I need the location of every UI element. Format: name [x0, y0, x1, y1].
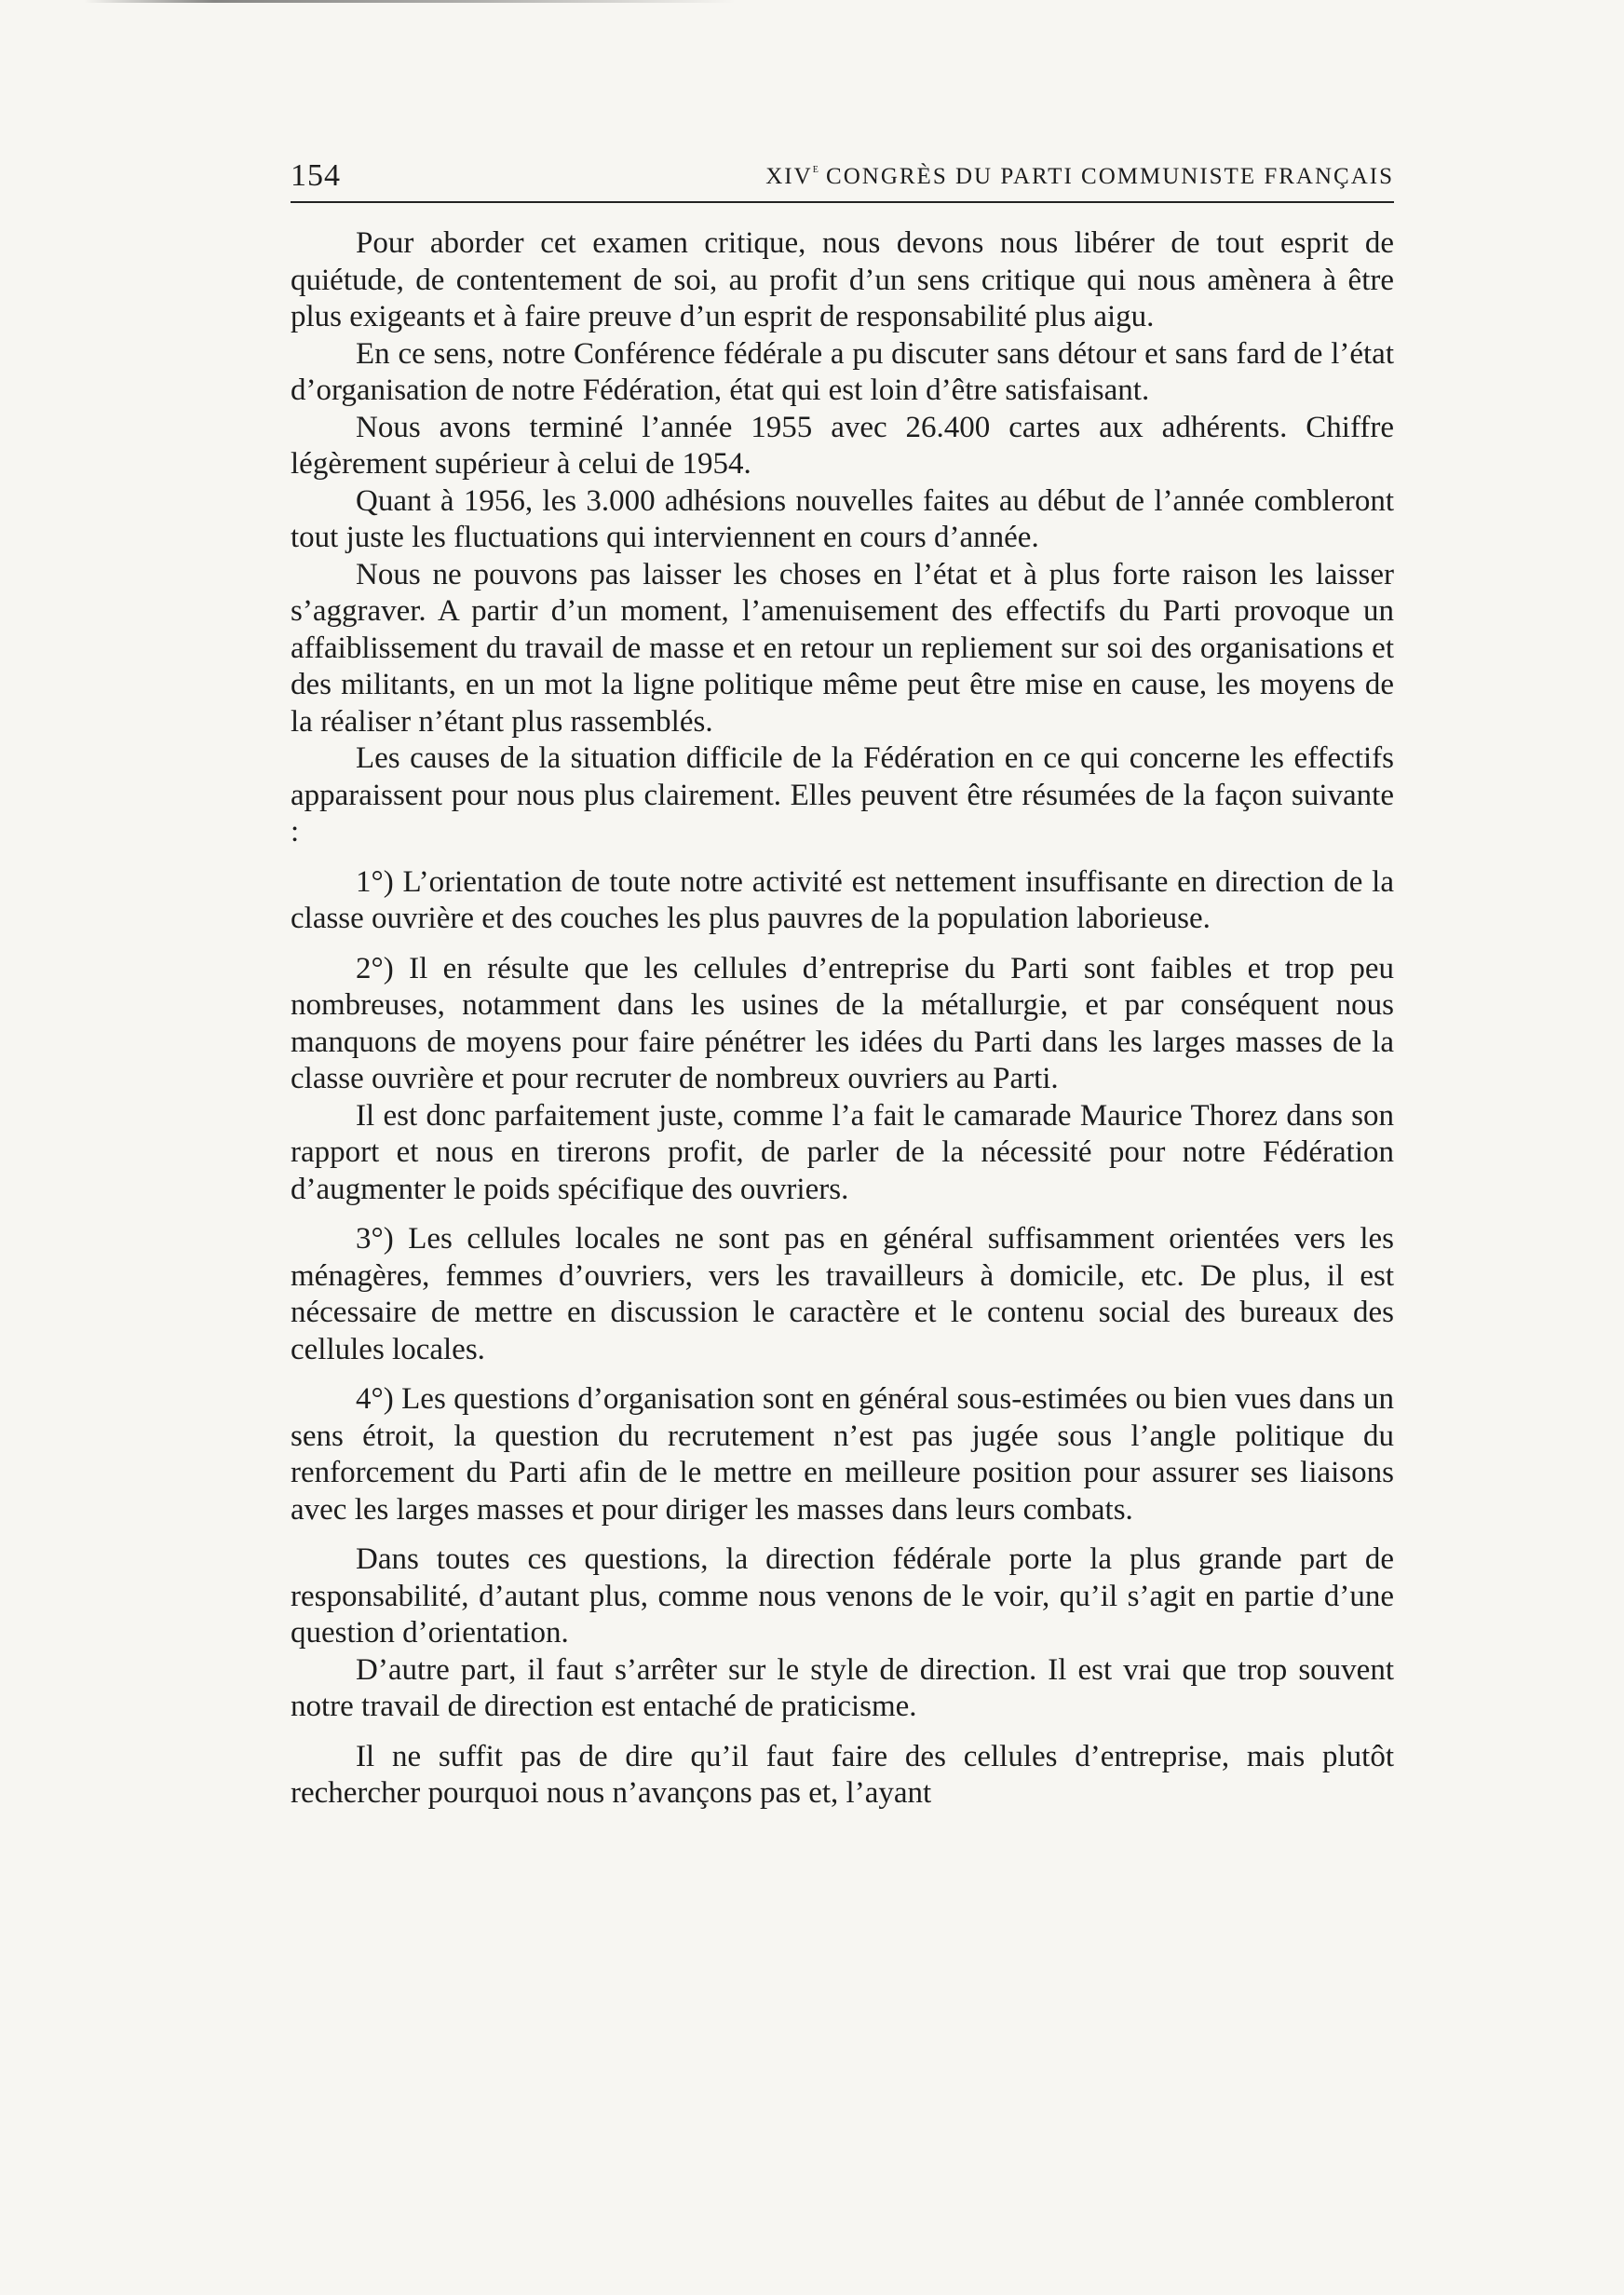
- paragraph-7: Il est donc parfaitement juste, comme l’a fait le camarade Maurice Thorez dans son rapport et nous en tirerons profit, de parler de la nécessité pour notre Fédération d’augmenter le poids spécifique des ouvriers.: [291, 1098, 1394, 1206]
- paragraph-3: Nous avons terminé l’année 1955 avec 26.400 cartes aux adhérents. Chiffre légèrement supérieur à celui de 1954.: [291, 410, 1394, 481]
- running-title-rest: CONGRÈS DU PARTI COMMUNISTE FRANÇAIS: [818, 164, 1394, 189]
- page-number: 154: [291, 158, 341, 193]
- paragraph-6: Les causes de la situation difficile de la Fédération en ce qui concerne les effectifs apparaissent pour nous plus clairement. Elles peuvent être résumées de la façon suivante :: [291, 741, 1394, 849]
- list-item-3: 3°) Les cellules locales ne sont pas en général suffisamment orientées vers les ménagères, femmes d’ouvriers, vers les travailleurs à domicile, etc. De plus, il est nécessaire de mettre en discussion le caractère et le contenu social des bureaux des cellules locales.: [291, 1222, 1394, 1366]
- paragraph-4: Quant à 1956, les 3.000 adhésions nouvelles faites au début de l’année combleront tout juste les fluctuations qui interviennent en cours d’année.: [291, 483, 1394, 554]
- page-header: [291, 149, 1394, 203]
- document-page: [291, 149, 1394, 1813]
- paragraph-8: Dans toutes ces questions, la direction fédérale porte la plus grande part de responsabilité, d’autant plus, comme nous venons de le voir, qu’il s’agit en partie d’une question d’orientation.: [291, 1542, 1394, 1650]
- scan-edge-mark: [84, 0, 736, 3]
- paragraph-9: D’autre part, il faut s’arrêter sur le style de direction. Il est vrai que trop souvent notre travail de direction est entaché de praticisme.: [291, 1652, 1394, 1723]
- paragraph-1: Pour aborder cet examen critique, nous devons nous libérer de tout esprit de quiétude, de contentement de soi, au profit d’un sens critique qui nous amènera à être plus exigeants et à faire preuve d’un esprit de responsabilité plus aigu.: [291, 226, 1394, 333]
- running-title-superscript: e: [812, 162, 819, 176]
- list-item-2: 2°) Il en résulte que les cellules d’entreprise du Parti sont faibles et trop peu nombreuses, notamment dans les usines de la métallurgie, et par conséquent nous manquons de moyens pour faire pénétrer les idées du Parti dans les larges masses de la classe ouvrière et pour recruter de nombreux ouvriers au Parti.: [291, 951, 1394, 1095]
- paragraph-10: Il ne suffit pas de dire qu’il faut faire des cellules d’entreprise, mais plutôt rechercher pourquoi nous n’avançons pas et, l’ayant: [291, 1739, 1394, 1810]
- list-item-1: 1°) L’orientation de toute notre activité est nettement insuffisante en direction de la classe ouvrière et des couches les plus pauvres de la population laborieuse.: [291, 864, 1394, 935]
- running-title: [765, 162, 1394, 190]
- paragraph-2: En ce sens, notre Conférence fédérale a pu discuter sans détour et sans fard de l’état d’organisation de notre Fédération, état qui est loin d’être satisfaisant.: [291, 336, 1394, 407]
- page-body: [291, 203, 1394, 1813]
- running-title-prefix: XIV: [765, 164, 813, 189]
- paragraph-5: Nous ne pouvons pas laisser les choses en l’état et à plus forte raison les laisser s’aggraver. A partir d’un moment, l’amenuisement des effectifs du Parti provoque un affaiblissement du travail de masse et en retour un repliement sur soi des organisations et des militants, en un mot la ligne politique même peut être mise en cause, les moyens de la réaliser n’étant plus rassemblés.: [291, 557, 1394, 739]
- list-item-4: 4°) Les questions d’organisation sont en général sous-estimées ou bien vues dans un sens étroit, la question du recrutement n’est pas jugée sous l’angle politique du renforcement du Parti afin de le mettre en meilleure position pour assurer ses liaisons avec les larges masses et pour diriger les masses dans leurs combats.: [291, 1382, 1394, 1527]
